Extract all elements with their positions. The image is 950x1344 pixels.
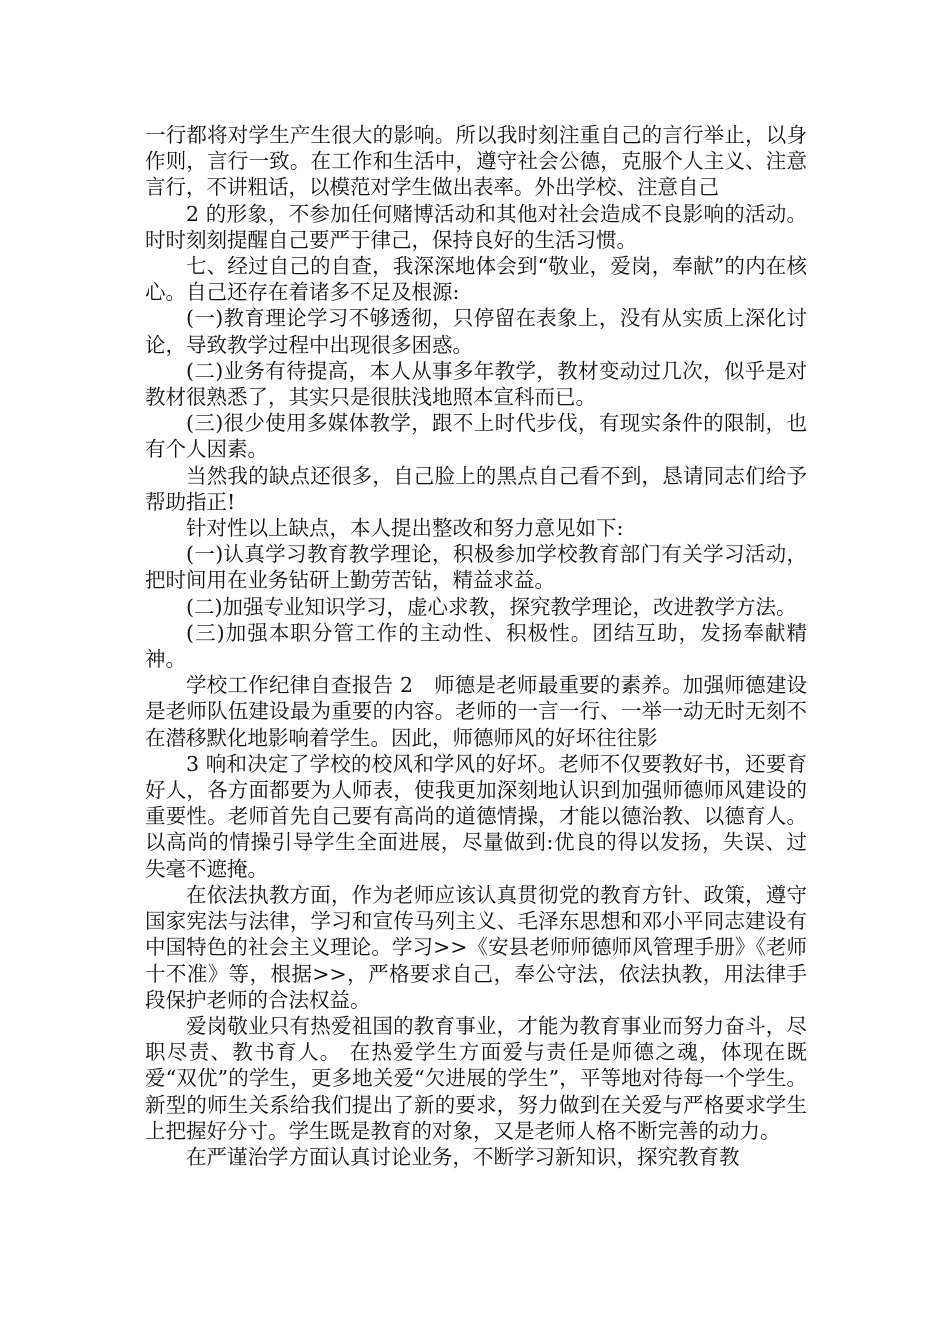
paragraph-10: (二)加强专业知识学习，虚心求教，探究教学理论，改进教学方法。 bbox=[186, 594, 797, 619]
paragraph-3: 七、经过自己的自查，我深深地体会到“敬业，爱岗，奉献”的内在核心。自己还存在着诸多不足及根源: bbox=[145, 254, 807, 305]
paragraph-13: 3 响和决定了学校的校风和学风的好坏。老师不仅要教好书，还要育好人，各方面都要为人师表，使我更加深刻地认识到加强师德师风建设的重要性。老师首先自己要有高尚的道德情操，才能以德治教、以德育人。以高尚的情操引导学生全面进展，尽量做到:优良的得以发扬，失误、过失毫不遮掩。 bbox=[145, 751, 807, 881]
paragraph-1: 一行都将对学生产生很大的影响。所以我时刻注重自己的言行举止，以身作则，言行一致。在工作和生活中，遵守社会公德，克服个人主义、注意言行，不讲粗话，以模范对学生做出表率。外出学校、注意自己 bbox=[145, 123, 807, 200]
paragraph-7: 当然我的缺点还很多，自己脸上的黑点自己看不到，恳请同志们给予帮助指正! bbox=[145, 463, 807, 514]
paragraph-4: (一)教育理论学习不够透彻，只停留在表象上，没有从实质上深化讨论，导致教学过程中出现很多困惑。 bbox=[145, 306, 807, 357]
paragraph-8: 针对性以上缺点，本人提出整改和努力意见如下: bbox=[186, 516, 624, 541]
paragraph-6: (三)很少使用多媒体教学，跟不上时代步伐，有现实条件的限制，也有个人因素。 bbox=[145, 411, 807, 462]
paragraph-9: (一)认真学习教育教学理论，积极参加学校教育部门有关学习活动，把时间用在业务钻研上勤劳苦钻，精益求益。 bbox=[145, 542, 807, 593]
paragraph-16: 在严谨治学方面认真讨论业务，不断学习新知识，探究教育教 bbox=[186, 1144, 740, 1169]
paragraph-15: 爱岗敬业只有热爱祖国的教育事业，才能为教育事业而努力奋斗，尽职尽责、教书育人。 在热爱学生方面爱与责任是师德之魂，体现在既爱“双优”的学生，更多地关爱“欠进展的学生”，平等地对待每一个学生。新型的师生关系给我们提出了新的要求，努力做到在关爱与严格要求学生上把握好分寸。学生既是教育的对象，又是老师人格不断完善的动力。 bbox=[145, 1013, 807, 1143]
paragraph-12: 学校工作纪律自查报告 2 师德是老师最重要的素养。加强师德建设是老师队伍建设最为重要的内容。老师的一言一行、一举一动无时无刻不在潜移默化地影响着学生。因此，师德师风的好坏往往影 bbox=[145, 673, 807, 750]
paragraph-5: (二)业务有待提高，本人从事多年教学，教材变动过几次，似乎是对教材很熟悉了，其实只是很肤浅地照本宣科而已。 bbox=[145, 358, 807, 410]
paragraph-14: 在依法执教方面，作为老师应该认真贯彻党的教育方针、政策，遵守国家宪法与法律，学习和宣传马列主义、毛泽东思想和邓小平同志建设有中国特色的社会主义理论。学习>>《安县老师师德师风管理手册》《老师十不准》等，根据>>，严格要求自己，奉公守法，依法执教，用法律手段保护老师的合法权益。 bbox=[145, 882, 807, 1012]
document-page bbox=[145, 122, 807, 1170]
paragraph-2: 2 的形象，不参加任何赌博活动和其他对社会造成不良影响的活动。时时刻刻提醒自己要严于律己，保持良好的生活习惯。 bbox=[145, 201, 807, 252]
paragraph-11: (三)加强本职分管工作的主动性、积极性。团结互助，发扬奉献精神。 bbox=[145, 620, 807, 672]
